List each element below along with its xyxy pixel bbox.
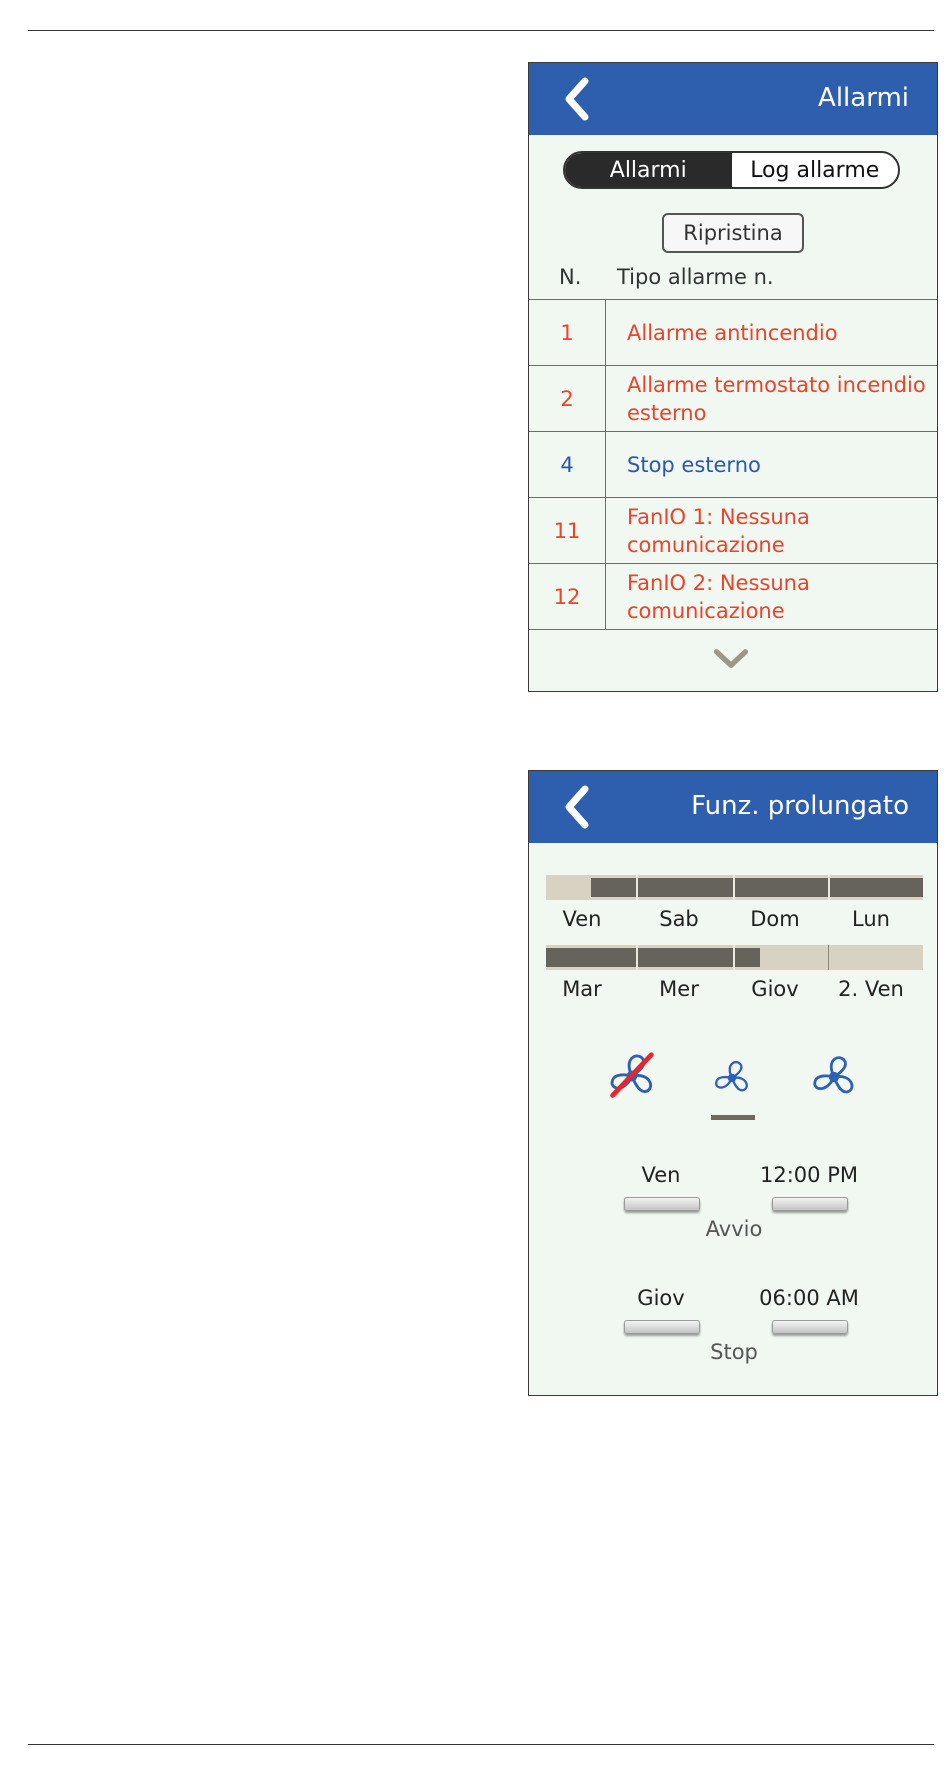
day-label: Mar [562,977,602,1001]
chevron-left-icon[interactable] [561,77,591,121]
stop-time-selector[interactable] [772,1320,848,1334]
chevron-left-icon[interactable] [561,785,591,829]
column-header-type: Tipo allarme n. [617,265,774,289]
alarm-number: 12 [529,564,606,629]
alarm-number: 1 [529,300,606,365]
tab-alarms[interactable]: Allarmi [565,153,732,187]
fan-off-icon[interactable] [603,1047,661,1105]
alarms-title: Allarmi [818,83,909,113]
active-segment [591,878,923,897]
alarm-list [529,299,937,690]
column-header-number: N. [559,265,582,289]
alarm-row[interactable] [529,497,937,563]
selected-fan-indicator [711,1115,755,1120]
extended-operation-screen [528,770,938,1396]
alarm-row[interactable] [529,365,937,431]
tab-alarm-log[interactable]: Log allarme [750,157,880,183]
fan-low-icon[interactable] [709,1055,755,1101]
alarm-number: 11 [529,498,606,563]
start-label: Avvio [705,1217,763,1241]
stop-time-value: 06:00 AM [759,1286,859,1310]
day-label: Sab [659,907,699,931]
day-label: Giov [751,977,799,1001]
alarm-row[interactable] [529,431,937,497]
alarm-row[interactable] [529,563,937,629]
scroll-footer [529,629,937,690]
alarms-segment-control [563,151,900,189]
day-divider [828,945,829,970]
day-label: Mer [659,977,699,1001]
start-time-value: 12:00 PM [760,1163,858,1187]
extended-header [529,771,937,843]
bottom-rule [28,1744,934,1745]
alarm-number: 2 [529,366,606,431]
day-divider [636,875,638,900]
start-time-selector[interactable] [772,1197,848,1211]
day-divider [828,875,830,900]
day-divider [733,945,735,970]
day-label: Ven [562,907,602,931]
chevron-down-icon[interactable] [713,648,749,670]
start-day-selector[interactable] [624,1197,700,1211]
alarm-number: 4 [529,432,606,497]
top-rule [28,30,934,31]
extended-title: Funz. prolungato [691,791,909,821]
day-label: Dom [750,907,800,931]
alarm-text: Stop esterno [627,452,761,477]
stop-label: Stop [710,1340,758,1364]
reset-button[interactable]: Ripristina [662,213,804,253]
alarm-text: Allarme termostato incendio esterno [627,372,926,425]
stop-day-selector[interactable] [624,1320,700,1334]
day-divider [733,875,735,900]
week1-timeline[interactable] [546,875,923,900]
stop-day-value: Giov [637,1286,685,1310]
alarm-row[interactable] [529,299,937,365]
start-day-value: Ven [641,1163,681,1187]
active-segment [546,948,760,967]
fan-high-icon[interactable] [806,1049,862,1105]
day-divider [636,945,638,970]
alarms-screen [528,62,938,692]
alarms-header [529,63,937,135]
alarm-text: FanIO 2: Nessuna comunicazione [627,570,810,623]
day-label: 2. Ven [838,977,904,1001]
alarm-text: FanIO 1: Nessuna comunicazione [627,504,810,557]
week2-timeline[interactable] [546,945,923,970]
alarm-text: Allarme antincendio [627,320,838,345]
day-label: Lun [852,907,890,931]
